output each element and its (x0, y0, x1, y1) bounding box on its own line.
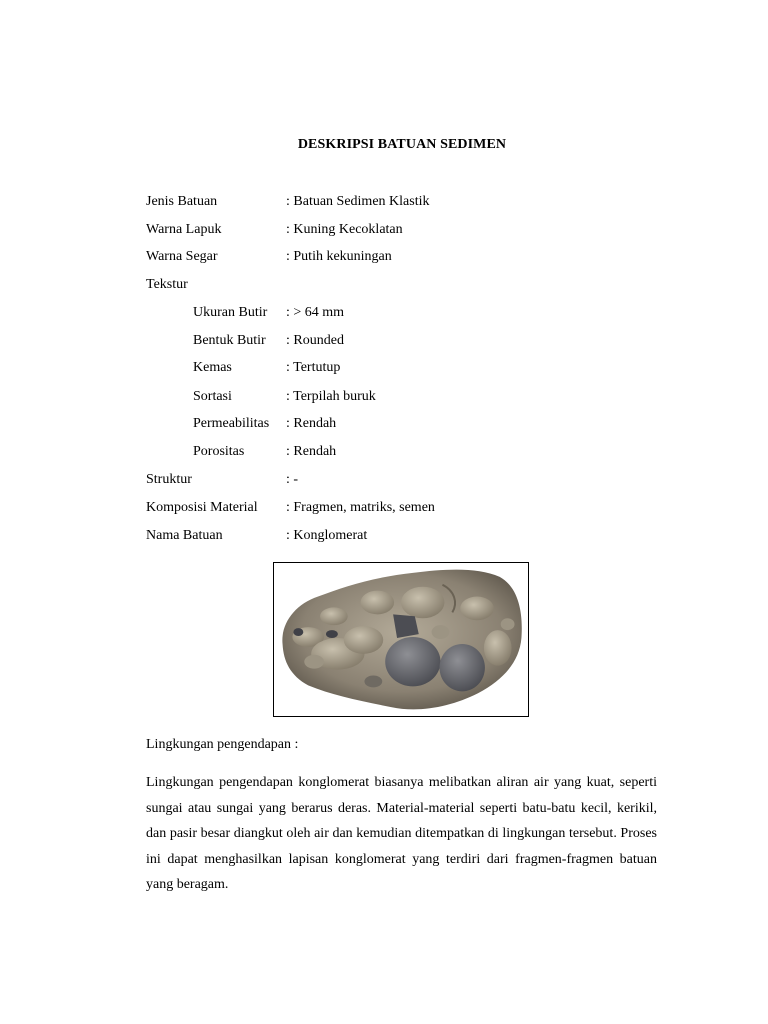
row-value: : Batuan Sedimen Klastik (286, 194, 430, 209)
row-label: Permeabilitas (193, 416, 270, 431)
row-ukuran-butir (146, 304, 344, 322)
row-komposisi-material (146, 499, 435, 517)
row-label: Kemas (193, 360, 232, 375)
row-label: Jenis Batuan (146, 194, 218, 209)
row-value: : Tertutup (286, 360, 341, 375)
row-value: : Terpilah buruk (286, 389, 376, 404)
row-value: : - (286, 472, 299, 487)
row-label: Bentuk Butir (193, 333, 266, 348)
row-label: Warna Lapuk (146, 222, 222, 237)
row-warna-segar (146, 248, 392, 266)
row-jenis-batuan (146, 193, 429, 211)
row-value: : Kuning Kecoklatan (286, 222, 403, 237)
row-warna-lapuk (146, 221, 403, 239)
row-label: Sortasi (193, 389, 232, 404)
row-sortasi (146, 388, 376, 406)
row-label: Porositas (193, 444, 245, 459)
row-label: Warna Segar (146, 249, 218, 264)
row-porositas (146, 443, 336, 461)
row-label: Komposisi Material (146, 500, 258, 515)
row-tekstur (146, 276, 286, 294)
document-title: DESKRIPSI BATUAN SEDIMEN (297, 137, 507, 152)
environment-paragraph: Lingkungan pengendapan konglomerat biasanya melibatkan aliran air yang kuat, seperti sungai atau sungai yang berarus deras. Material-material seperti batu-batu kecil, kerikil, dan pasir besar diangkut oleh air dan kemudian ditempatkan di lingkungan tersebut. Proses ini dapat menghasilkan lapisan konglomerat yang terdiri dari fragmen-fragmen batuan yang beragam. (146, 775, 657, 893)
row-value: : > 64 mm (286, 305, 345, 320)
row-bentuk-butir (146, 332, 344, 350)
row-value: : Putih kekuningan (286, 249, 392, 264)
row-kemas (146, 359, 340, 377)
environment-label: Lingkungan pengendapan : (146, 737, 299, 752)
row-value: : Rounded (286, 333, 344, 348)
row-label: Ukuran Butir (193, 305, 268, 320)
row-label: Tekstur (146, 277, 188, 292)
row-nama-batuan (146, 527, 367, 545)
row-permeabilitas (146, 415, 336, 433)
row-value: : Rendah (286, 444, 337, 459)
row-value: : Konglomerat (286, 528, 368, 543)
row-label: Struktur (146, 472, 192, 487)
conglomerate-rock-image (274, 563, 528, 716)
row-struktur (146, 471, 298, 489)
row-value: : Rendah (286, 416, 337, 431)
rock-photo (273, 562, 529, 717)
row-value: : Fragmen, matriks, semen (286, 500, 435, 515)
row-label: Nama Batuan (146, 528, 223, 543)
